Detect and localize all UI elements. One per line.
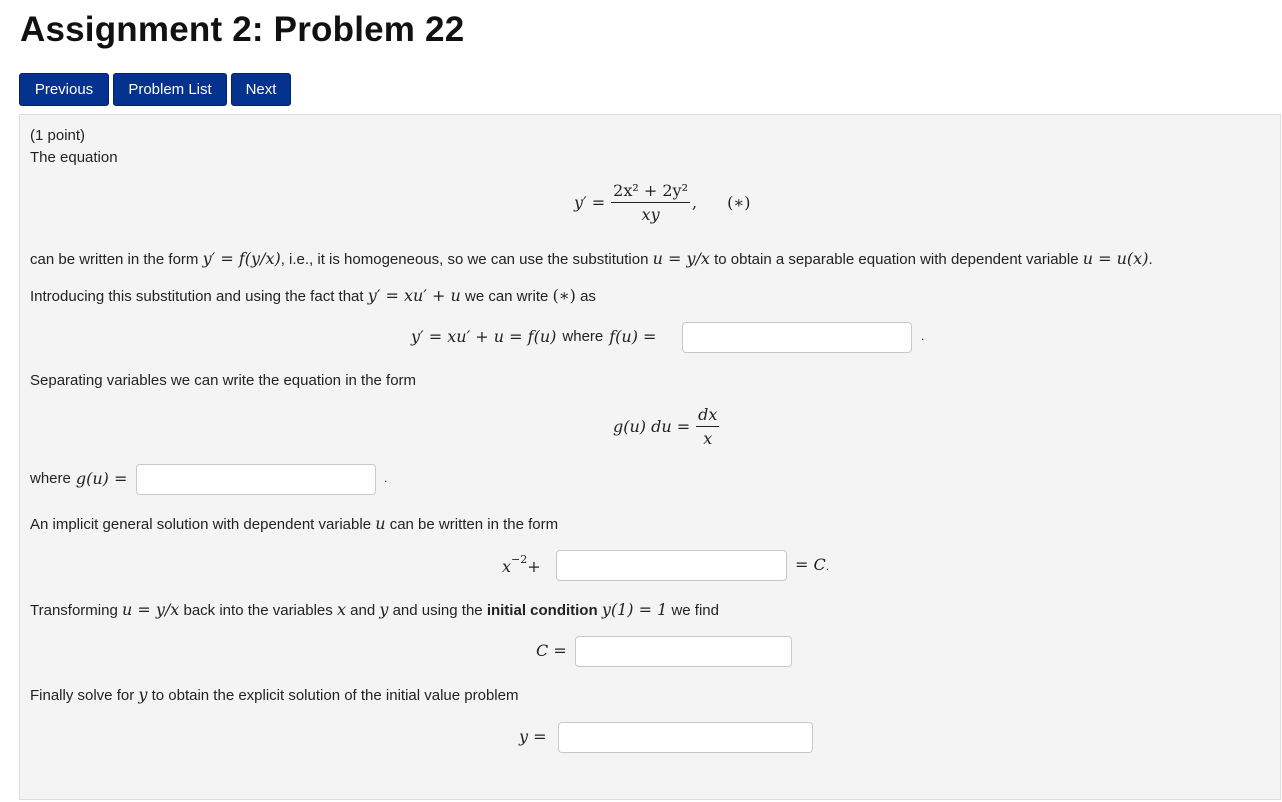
eq3-lhs: g(u) du = xyxy=(613,417,691,436)
transform-d: and using the xyxy=(392,602,483,619)
line3-a: Introducing this substitution and using the fact that xyxy=(30,288,364,305)
eq4-rhs: = C xyxy=(795,555,826,574)
line2-math-3: u = u(x) xyxy=(1082,249,1149,268)
eq5-lhs: C = xyxy=(536,641,567,660)
line2-math-1: y′ = f(y/x) xyxy=(202,249,281,268)
eq4-period: . xyxy=(825,559,830,573)
transform-b: back into the variables xyxy=(183,602,333,619)
intro-text: The equation xyxy=(30,149,118,166)
separable-equation xyxy=(613,405,719,448)
eq-comma: , xyxy=(692,193,698,212)
line2-d: . xyxy=(1148,251,1153,268)
implicit-a: An implicit general solution with dependent variable xyxy=(30,516,372,533)
implicit-equation-rhs xyxy=(795,555,829,575)
implicit-solution-input[interactable] xyxy=(556,550,787,581)
line3-c: as xyxy=(580,288,596,305)
problem-list-button[interactable]: Problem List xyxy=(113,73,227,106)
g-u-input[interactable] xyxy=(136,464,376,495)
final-text xyxy=(30,685,518,704)
transform-c: and xyxy=(350,602,376,619)
line2-c: to obtain a separable equation with dependent variable xyxy=(714,251,1079,268)
line3-b: we can write xyxy=(464,288,549,305)
initial-condition-label: initial condition xyxy=(486,602,598,619)
eq-lhs: y′ = xyxy=(574,193,606,212)
previous-button[interactable]: Previous xyxy=(19,73,109,106)
transform-text xyxy=(30,600,719,619)
line2-b: , i.e., it is homogeneous, so we can use the substitution xyxy=(280,251,649,268)
y-label xyxy=(519,727,547,747)
fu-equation xyxy=(411,327,656,346)
eq2-lhs: y′ = xu′ + u = f(u) xyxy=(411,327,557,346)
final-math: y xyxy=(138,685,148,704)
line2-math-2: u = y/x xyxy=(652,249,710,268)
implicit-text xyxy=(30,514,558,533)
transform-math-1: u = y/x xyxy=(121,600,180,619)
substitution-text xyxy=(30,286,596,305)
transform-math-4: y(1) = 1 xyxy=(601,600,668,619)
transform-math-3: y xyxy=(379,600,389,619)
f-u-input[interactable] xyxy=(682,322,912,353)
final-b: to obtain the explicit solution of the initial value problem xyxy=(151,687,519,704)
final-a: Finally solve for xyxy=(30,687,135,704)
eq6-lhs: y = xyxy=(519,727,547,746)
where-g-math: g(u) = xyxy=(75,469,128,488)
eq3-denominator: x xyxy=(703,429,713,448)
line2-a: can be written in the form xyxy=(30,251,199,268)
line3-math-2: (∗) xyxy=(552,286,576,305)
eq4-x: x xyxy=(502,557,512,576)
implicit-math: u xyxy=(375,514,386,533)
eq2-f: f(u) = xyxy=(609,327,657,346)
implicit-b: can be written in the form xyxy=(389,516,559,533)
separating-text: Separating variables we can write the equation in the form xyxy=(30,372,417,389)
transform-a: Transforming xyxy=(30,602,118,619)
problem-panel xyxy=(19,114,1281,800)
where-g-text: where xyxy=(30,470,71,487)
points-label: (1 point) xyxy=(30,127,86,144)
where-g-line xyxy=(30,469,127,488)
next-button[interactable]: Next xyxy=(231,73,291,106)
eq4-exponent: −2 xyxy=(511,553,528,566)
page-title: Assignment 2: Problem 22 xyxy=(20,10,465,49)
c-label xyxy=(536,641,567,661)
eq-tag: (∗) xyxy=(727,193,751,212)
fu-period: . xyxy=(921,329,925,343)
equation-star xyxy=(574,181,750,224)
eq-numerator: 2x² + 2y² xyxy=(611,181,690,203)
eq4-plus: + xyxy=(527,557,541,576)
problem-nav xyxy=(19,73,291,106)
y-explicit-input[interactable] xyxy=(558,722,813,753)
implicit-equation-lhs xyxy=(502,555,541,576)
eq-denominator: xy xyxy=(641,205,660,224)
eq2-where: where xyxy=(562,328,604,345)
eq3-numerator: dx xyxy=(696,405,719,427)
gu-period: . xyxy=(384,471,388,485)
line3-math-1: y′ = xu′ + u xyxy=(367,286,461,305)
c-value-input[interactable] xyxy=(575,636,792,667)
transform-math-2: x xyxy=(336,600,346,619)
transform-e: we find xyxy=(671,602,719,619)
homogeneous-text xyxy=(30,249,1153,268)
